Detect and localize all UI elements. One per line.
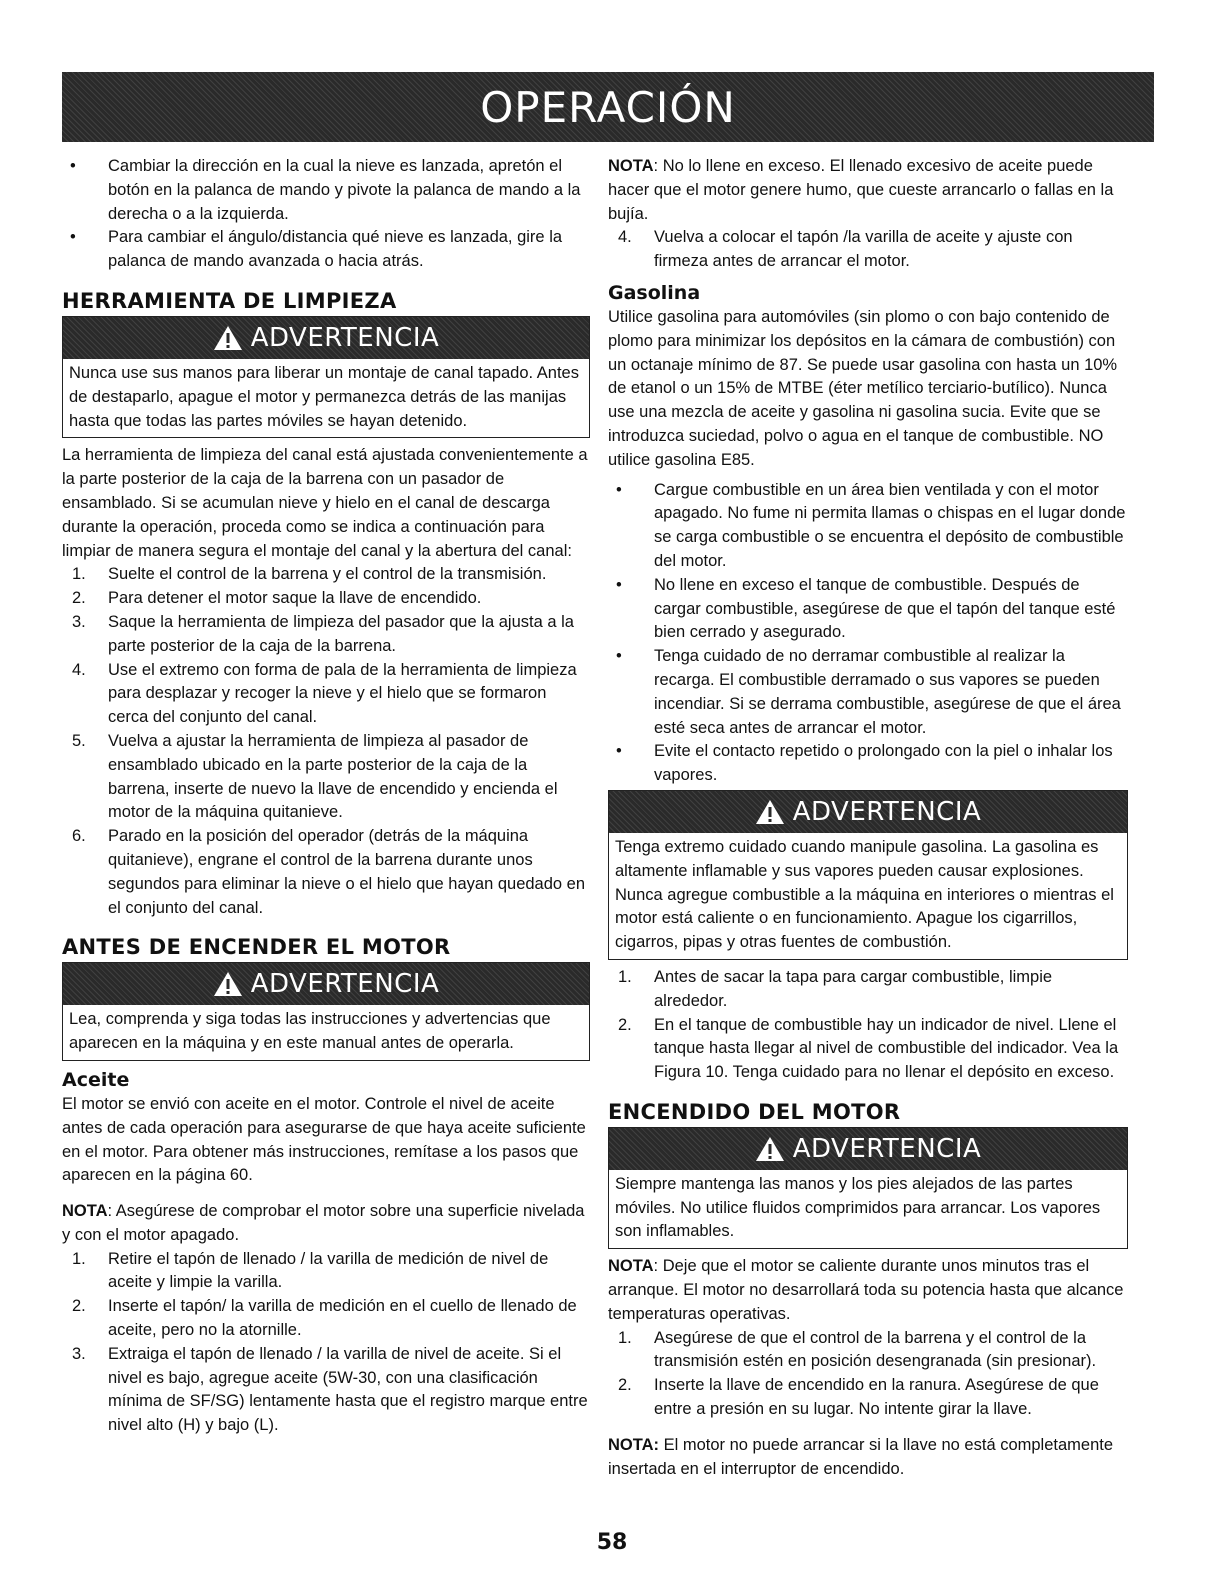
warning-triangle-icon <box>755 1136 785 1162</box>
warning-text: Siempre mantenga las manos y los pies alejados de las partes móviles. No utilice fluidos comprimidos para arrancar. Los vapores son inflamables. <box>615 1174 1101 1241</box>
warning-title: ADVERTENCIA <box>792 1133 982 1164</box>
warning-box-antes <box>62 962 590 1061</box>
aceite-nota: NOTA: Asegúrese de comprobar el motor sobre una superficie nivelada y con el motor apagado. <box>62 1202 585 1244</box>
section-title-antes: ANTES DE ENCENDER EL MOTOR <box>62 935 451 960</box>
bullet-icon: • <box>616 742 622 761</box>
aceite-nota-overfill: NOTA: No lo llene en exceso. El llenado excesivo de aceite puede hacer que el motor genere humo, que cueste arrancarlo o fallas en la bujía. <box>608 157 1114 223</box>
herramienta-steps <box>62 563 590 920</box>
list-item: 4. Vuelva a colocar el tapón /la varilla de aceite y ajuste con firmeza antes de arrancar el motor. <box>618 228 1073 271</box>
aceite-steps <box>62 1248 590 1438</box>
bullet-icon: • <box>616 647 622 666</box>
warning-text: Lea, comprenda y siga todas las instrucciones y advertencias que aparecen en la máquina y en este manual antes de operarla. <box>69 1010 551 1053</box>
bullet-icon: • <box>616 575 622 594</box>
list-item: • Cambiar la dirección en la cual la nieve es lanzada, apretón el botón en la palanca de mando y pivote la palanca de mando a la derecha o a la izquierda. <box>70 157 581 223</box>
section-title-encendido: ENCENDIDO DEL MOTOR <box>608 1099 901 1124</box>
list-item: • No llene en exceso el tanque de combustible. Después de cargar combustible, asegúrese de que el tapón del tanque esté bien cerrado y asegurado. <box>616 575 1116 642</box>
list-item: 1. Suelte el control de la barrena y el control de la transmisión. <box>72 565 547 584</box>
list-item: 3. Extraiga el tapón de llenado / la varilla de nivel de aceite. Si el nivel es bajo, agregue aceite (5W-30, con una clasificación mínima de SF/SG) lentamente hasta que el registro marque entre nivel alto (H) y bajo (L). <box>72 1344 588 1435</box>
warning-box-herramienta <box>62 316 590 438</box>
gasolina-bullet-list <box>608 479 1128 788</box>
warning-header <box>63 963 589 1005</box>
page-title: OPERACIÓN <box>480 82 736 132</box>
warning-title: ADVERTENCIA <box>250 969 440 1000</box>
warning-text: Tenga extremo cuidado cuando manipule gasolina. La gasolina es altamente inflamable y sus vapores pueden causar explosiones. Nunca agregue combustible a la máquina en interiores o mientras el motor está caliente o en funcionamiento. Apague los cigarrillos, cigarros, pipas y otras fuentes de combustión. <box>615 837 1114 952</box>
herramienta-paragraph: La herramienta de limpieza del canal está ajustada convenientemente a la parte posterior de la caja de la barrena con un pasador de ensamblado. Si se acumulan nieve y hielo en el canal de descarga durante la operación, proceda como se indica a continuación para limpiar de manera segura el montaje del canal y la abertura del canal: <box>62 446 588 560</box>
list-item: 2. Inserte la llave de encendido en la ranura. Asegúrese de que entre a presión en su lugar. No intente girar la llave. <box>618 1376 1099 1419</box>
encendido-steps <box>608 1327 1128 1422</box>
list-item: 2. Inserte el tapón/ la varilla de medición en el cuello de llenado de aceite, pero no la atornille. <box>72 1297 577 1340</box>
aceite-steps-continued <box>608 226 1128 274</box>
warning-title: ADVERTENCIA <box>792 796 982 827</box>
warning-text: Nunca use sus manos para liberar un montaje de canal tapado. Antes de destaparlo, apague el motor y permanezca detrás de las manijas hasta que todas las partes móviles se hayan detenido. <box>69 363 579 430</box>
list-item: 3. Saque la herramienta de limpieza del pasador que la ajusta a la parte posterior de la caja de la barrena. <box>72 612 574 655</box>
aceite-paragraph: El motor se envió con aceite en el motor. Controle el nivel de aceite antes de cada operación para asegurarse de que haya aceite suficiente en el motor. Para obtener más instrucciones, remítase a los pasos que aparecen en la página 60. <box>62 1094 586 1185</box>
warning-header <box>63 317 589 359</box>
warning-title: ADVERTENCIA <box>250 322 440 353</box>
warning-header <box>609 1128 1127 1170</box>
warning-box-gasolina <box>608 790 1128 960</box>
bullet-icon: • <box>616 480 622 499</box>
warning-triangle-icon <box>213 325 243 351</box>
section-title-herramienta: HERRAMIENTA DE LIMPIEZA <box>62 288 397 313</box>
gasolina-paragraph: Utilice gasolina para automóviles (sin plomo o con bajo contenido de plomo para minimizar los depósitos en la cámara de combustión) con un octanaje mínimo de 87. Se puede usar gasolina con hasta un 10% de etanol o un 15% de MTBE (éter metílico terciario-butílico). Nunca use una mezcla de aceite y gasolina ni gasolina sucia. Evite que se introduzca suciedad, polvo o agua en el tanque de combustible. NO utilice gasolina E85. <box>608 307 1118 469</box>
list-item: • Para cambiar el ángulo/distancia qué nieve es lanzada, gire la palanca de mando avanzada o hacia atrás. <box>70 228 563 271</box>
gasolina-steps <box>608 966 1128 1085</box>
warning-box-encendido <box>608 1127 1128 1249</box>
warning-body <box>63 359 589 437</box>
list-item: • Cargue combustible en un área bien ventilada y con el motor apagado. No fume ni permita llamas o chispas en el lugar donde se carga combustible o se encuentra el depósito de combustible del motor. <box>616 480 1126 570</box>
warning-body <box>63 1005 589 1060</box>
left-column <box>62 155 590 1438</box>
encendido-nota-final: NOTA: El motor no puede arrancar si la llave no está completamente insertada en el interruptor de encendido. <box>608 1435 1114 1478</box>
page-header-banner <box>62 72 1154 142</box>
page-number: 58 <box>596 1530 628 1555</box>
bullet-icon: • <box>70 157 76 175</box>
warning-triangle-icon <box>755 799 785 825</box>
warning-body <box>609 833 1127 959</box>
intro-bullet-list <box>62 155 590 274</box>
list-item: 5. Vuelva a ajustar la herramienta de limpieza al pasador de ensamblado ubicado en la parte posterior de la caja de la barrena, inserte de nuevo la llave de encendido y encienda el motor de la máquina quitanieve. <box>72 731 558 822</box>
subsection-title-gasolina: Gasolina <box>608 281 701 304</box>
encendido-nota: NOTA: Deje que el motor se caliente durante unos minutos tras el arranque. El motor no desarrollará toda su potencia hasta que alcance temperaturas operativas. <box>608 1257 1124 1323</box>
list-item: • Tenga cuidado de no derramar combustible al realizar la recarga. El combustible derramado o sus vapores se pueden incendiar. Si se derrama combustible, asegúrese de que el área esté seca antes de arrancar el motor. <box>616 647 1121 737</box>
list-item: • Evite el contacto repetido o prolongado con la piel o inhalar los vapores. <box>616 742 1113 785</box>
list-item: 4. Use el extremo con forma de pala de la herramienta de limpieza para desplazar y recoger la nieve y el hielo que se formaron cerca del conjunto del canal. <box>72 660 577 727</box>
bullet-icon: • <box>70 228 76 247</box>
warning-body <box>609 1170 1127 1248</box>
list-item: 1. Asegúrese de que el control de la barrena y el control de la transmisión estén en posición desengranada (sin presionar). <box>618 1328 1097 1371</box>
list-item: 2. En el tanque de combustible hay un indicador de nivel. Llene el tanque hasta llegar al nivel de combustible del indicador. Vea la Figura 10. Tenga cuidado para no llenar el depósito en exceso. <box>618 1015 1119 1082</box>
list-item: 6. Parado en la posición del operador (detrás de la máquina quitanieve), engrane el control de la barrena durante unos segundos para eliminar la nieve o el hielo que hayan quedado en el conjunto del canal. <box>72 827 586 917</box>
list-item: 1. Retire el tapón de llenado / la varilla de medición de nivel de aceite y limpie la varilla. <box>72 1249 549 1292</box>
warning-header <box>609 791 1127 833</box>
list-item: 1. Antes de sacar la tapa para cargar combustible, limpie alrededor. <box>618 967 1053 1010</box>
subsection-title-aceite: Aceite <box>62 1068 130 1091</box>
list-item: 2. Para detener el motor saque la llave de encendido. <box>72 589 482 608</box>
warning-triangle-icon <box>213 971 243 997</box>
right-column <box>608 155 1128 1481</box>
